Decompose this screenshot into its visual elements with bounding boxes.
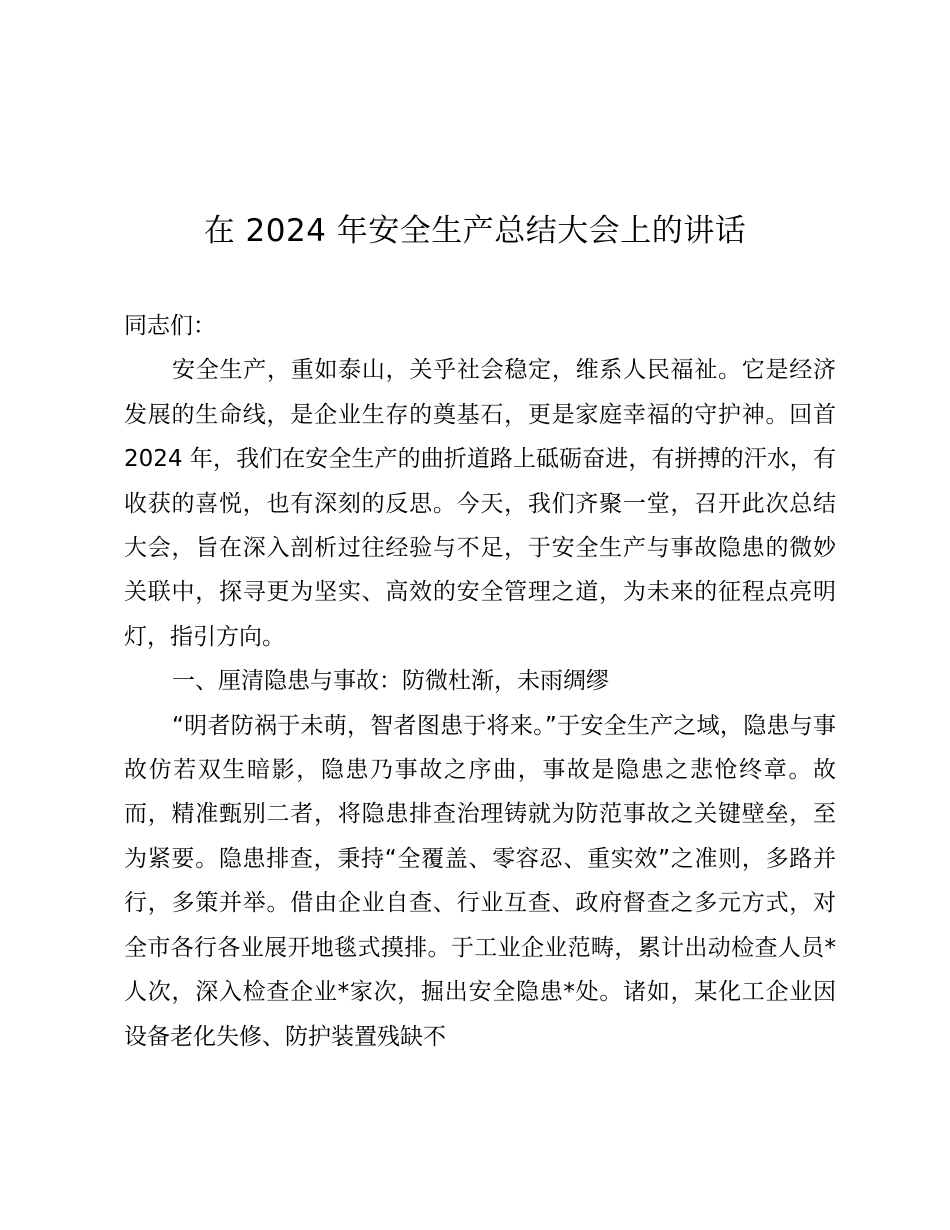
salutation: 同志们： xyxy=(124,313,216,339)
paragraph-intro: 安全生产，重如泰山，关乎社会稳定，维系人民福祉。它是经济发展的生命线，是企业生存的奠基石，更是家庭幸福的守护神。回首 2024 年，我们在安全生产的曲折道路上砥砺奋进，有拼搏的汗水，有收获的喜悦，也有深刻的反思。今天，我们齐聚一堂，召开此次总结大会，旨在深入剖析过往经验与不足，于安全生产与事故隐患的微妙关联中，探寻更为坚实、高效的安全管理之道，为未来的征程点亮明灯，指引方向。 xyxy=(124,357,836,650)
document-body xyxy=(124,304,836,1059)
document-title: 在 2024 年安全生产总结大会上的讲话 xyxy=(203,213,747,249)
section-heading: 一、厘清隐患与事故：防微杜渐，未雨绸缪 xyxy=(172,668,609,695)
paragraph-section-one: “明者防祸于未萌，智者图患于将来。”于安全生产之域，隐患与事故仿若双生暗影，隐患乃事故之序曲，事故是隐患之悲怆终章。故而，精准甄别二者，将隐患排查治理铸就为防范事故之关键壁垒，至为紧要。隐患排查，秉持“全覆盖、零容忍、重实效”之准则，多路并行，多策并举。借由企业自查、行业互查、政府督查之多元方式，对全市各行各业展开地毯式摸排。于工业企业范畴，累计出动检查人员*人次，深入检查企业*家次，掘出安全隐患*处。诸如，某化工企业因设备老化失修、防护装置残缺不 xyxy=(124,712,836,1050)
